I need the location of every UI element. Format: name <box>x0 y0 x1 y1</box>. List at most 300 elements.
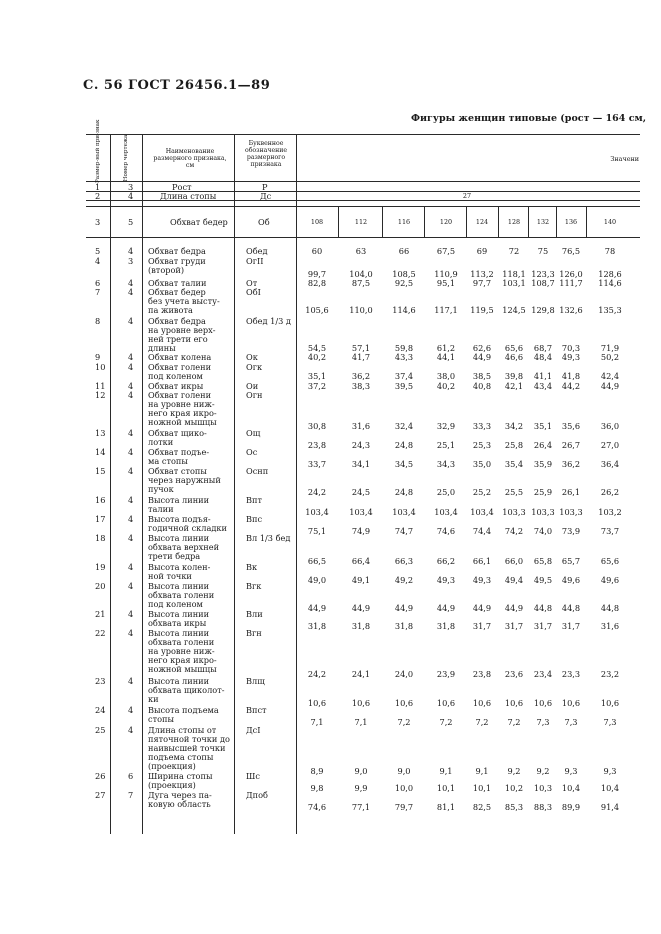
row-value: 69 <box>476 246 488 256</box>
row-value: 129,8 <box>531 305 555 315</box>
row-drawing: 4 <box>128 581 134 591</box>
row-symbol: Вк <box>246 562 258 572</box>
row-value: 49,6 <box>600 575 620 585</box>
row-symbol: Впст <box>246 705 267 715</box>
row-name: Ширина стопы (проекция) <box>148 771 213 790</box>
row-num: 26 <box>95 771 106 781</box>
row-value: 24,3 <box>351 440 371 450</box>
row1-drawing: 3 <box>128 182 134 192</box>
row-value: 10,6 <box>600 698 620 708</box>
row-name: Обхват колена <box>148 352 212 362</box>
row-drawing: 4 <box>128 609 134 619</box>
row-drawing: 4 <box>128 676 134 686</box>
row-value: 41,7 <box>351 352 371 362</box>
row-name: Высота линии обхвата голени под коленом <box>148 581 215 609</box>
row-value: 38,5 <box>472 371 492 381</box>
row-symbol: Огк <box>246 362 263 372</box>
row-value: 128,6 <box>598 269 622 279</box>
col-rule-v3 <box>424 206 425 238</box>
girth-value: 140 <box>603 218 617 226</box>
header-num: Размер-ный при-знак <box>95 119 101 183</box>
row-value: 44,9 <box>504 603 524 613</box>
row-value: 44,9 <box>600 381 620 391</box>
row-value: 37,4 <box>394 371 414 381</box>
row-drawing: 4 <box>128 705 134 715</box>
row-value: 35,1 <box>533 421 553 431</box>
row-value: 10,6 <box>472 698 492 708</box>
table-top-rule <box>86 134 640 135</box>
row-value: 23,2 <box>600 669 620 679</box>
row-value: 25,0 <box>436 487 456 497</box>
row-num: 5 <box>95 246 101 256</box>
row-name: Обхват голени под коленом <box>148 362 212 381</box>
row-name: Обхват подъе- ма стопы <box>148 447 210 466</box>
row-drawing: 4 <box>128 352 134 362</box>
row-name: Обхват стопы через наружный пучок <box>148 466 221 494</box>
row-value: 66,5 <box>307 556 327 566</box>
row-value: 7,1 <box>354 717 368 727</box>
row-value: 57,1 <box>351 343 371 353</box>
row-value: 41,8 <box>561 371 581 381</box>
row-drawing: 4 <box>128 725 134 735</box>
row-value: 66,3 <box>394 556 414 566</box>
row-value: 132,6 <box>559 305 583 315</box>
row-value: 49,0 <box>307 575 327 585</box>
row-value: 24,8 <box>394 487 414 497</box>
row-value: 31,6 <box>351 421 371 431</box>
row-name: Обхват талии <box>148 278 207 288</box>
row-value: 68,7 <box>533 343 553 353</box>
row1-num: 1 <box>95 182 101 192</box>
row-drawing: 7 <box>128 790 134 800</box>
header-name: Наименование размерного признака, см <box>153 148 227 169</box>
girth-value: 116 <box>397 218 411 226</box>
row-value: 10,4 <box>600 783 620 793</box>
row-value: 31,7 <box>504 621 524 631</box>
row-value: 76,5 <box>561 246 581 256</box>
row-name: Высота линии обхвата верхней трети бедра <box>148 533 220 561</box>
row-num: 21 <box>95 609 106 619</box>
col-rule-v8 <box>586 206 587 238</box>
row-value: 111,7 <box>559 278 583 288</box>
row-value: 114,6 <box>392 305 416 315</box>
row-symbol: Вл 1/3 бед <box>246 533 291 543</box>
row-num: 27 <box>95 790 106 800</box>
row-drawing: 4 <box>128 287 134 297</box>
row-value: 43,3 <box>394 352 414 362</box>
row-value: 26,7 <box>561 440 581 450</box>
row-num: 9 <box>95 352 101 362</box>
row-value: 34,2 <box>504 421 524 431</box>
row-drawing: 4 <box>128 447 134 457</box>
row-num: 7 <box>95 287 101 297</box>
row-value: 30,8 <box>307 421 327 431</box>
row-value: 38,3 <box>351 381 371 391</box>
row-symbol: Влщ <box>246 676 265 686</box>
row-drawing: 6 <box>128 771 134 781</box>
row-value: 110,0 <box>349 305 373 315</box>
row-value: 126,0 <box>559 269 583 279</box>
row-name: Обхват бедер без учета высту- па живота <box>148 287 220 315</box>
row-value: 82,8 <box>307 278 327 288</box>
row-value: 10,4 <box>561 783 581 793</box>
row-value: 40,2 <box>436 381 456 391</box>
row-value: 32,9 <box>436 421 456 431</box>
row-value: 49,5 <box>533 575 553 585</box>
row-num: 17 <box>95 514 106 524</box>
row-drawing: 4 <box>128 428 134 438</box>
row-drawing: 3 <box>128 256 134 266</box>
row-value: 49,3 <box>472 575 492 585</box>
row-num: 25 <box>95 725 106 735</box>
row-value: 25,3 <box>472 440 492 450</box>
row-value: 74,4 <box>472 526 492 536</box>
col-rule-2 <box>142 134 143 834</box>
row-value: 103,4 <box>392 507 416 517</box>
row-value: 44,8 <box>600 603 620 613</box>
row-drawing: 4 <box>128 390 134 400</box>
row-value: 32,4 <box>394 421 414 431</box>
header-drawing: Номер чертежа <box>123 134 129 182</box>
row-value: 24,8 <box>394 440 414 450</box>
row-symbol: Впт <box>246 495 263 505</box>
row-value: 108,5 <box>392 269 416 279</box>
row-symbol: Ос <box>246 447 258 457</box>
row-num: 22 <box>95 628 106 638</box>
row-value: 66 <box>398 246 410 256</box>
row-name: Дуга через па- ковую область <box>148 790 212 809</box>
row-symbol: Вли <box>246 609 263 619</box>
row-drawing: 4 <box>128 316 134 326</box>
row-num: 8 <box>95 316 101 326</box>
row-value: 60 <box>311 246 323 256</box>
row-symbol: Дпоб <box>246 790 268 800</box>
row-num: 14 <box>95 447 106 457</box>
col-rule-1 <box>110 134 111 834</box>
row-value: 7,2 <box>439 717 453 727</box>
row-value: 10,6 <box>504 698 524 708</box>
row-value: 41,1 <box>533 371 553 381</box>
row-value: 44,9 <box>307 603 327 613</box>
row-value: 74,6 <box>307 802 327 812</box>
row-value: 31,6 <box>600 621 620 631</box>
row-value: 108,7 <box>531 278 555 288</box>
page-header: С. 56 ГОСТ 26456.1—89 <box>83 78 271 93</box>
row-name: Высота линии талии <box>148 495 210 514</box>
row-value: 61,2 <box>436 343 456 353</box>
row-value: 66,0 <box>504 556 524 566</box>
row-name: Обхват икры <box>148 381 204 391</box>
row-value: 7,1 <box>310 717 324 727</box>
row-value: 50,2 <box>600 352 620 362</box>
row-name: Высота подъема стопы <box>148 705 219 724</box>
row-name: Обхват голени на уровне ниж- него края икро- ножной мышцы <box>148 390 217 427</box>
table-title: Фигуры женщин типовые (рост — 164 см, <box>411 113 647 124</box>
row-value: 65,8 <box>533 556 553 566</box>
row-num: 6 <box>95 278 101 288</box>
row-value: 9,2 <box>507 766 521 776</box>
row-symbol: ОгII <box>246 256 264 266</box>
row-value: 62,6 <box>472 343 492 353</box>
row-value: 9,3 <box>564 766 578 776</box>
row-value: 31,8 <box>351 621 371 631</box>
row-name: Высота линии обхвата щиколот- ки <box>148 676 225 704</box>
row-num: 24 <box>95 705 106 715</box>
row-name: Высота колен- ной точки <box>148 562 211 581</box>
row-value: 71,9 <box>600 343 620 353</box>
row-num: 23 <box>95 676 106 686</box>
row-name: Обхват груди (второй) <box>148 256 206 275</box>
row-drawing: 4 <box>128 628 134 638</box>
row-symbol: ОбI <box>246 287 261 297</box>
row-drawing: 4 <box>128 466 134 476</box>
row-symbol: Ощ <box>246 428 261 438</box>
row-value: 35,9 <box>533 459 553 469</box>
row-value: 33,3 <box>472 421 492 431</box>
row-value: 7,2 <box>475 717 489 727</box>
row2-num: 2 <box>95 191 101 201</box>
row-value: 75 <box>537 246 549 256</box>
girth-value: 112 <box>354 218 368 226</box>
row-value: 114,6 <box>598 278 622 288</box>
row-drawing: 4 <box>128 533 134 543</box>
row-value: 36,2 <box>561 459 581 469</box>
row-value: 31,8 <box>394 621 414 631</box>
row-value: 103,3 <box>531 507 555 517</box>
row-value: 10,6 <box>533 698 553 708</box>
row-value: 124,5 <box>502 305 526 315</box>
row-value: 44,9 <box>394 603 414 613</box>
row-value: 103,2 <box>598 507 622 517</box>
row-name: Длина стопы от пяточной точки до наивысшей точки подъема стопы (проекция) <box>148 725 230 771</box>
row-value: 49,3 <box>561 352 581 362</box>
row-num: 11 <box>95 381 106 391</box>
row-value: 74,2 <box>504 526 524 536</box>
row-value: 10,6 <box>394 698 414 708</box>
row-value: 54,5 <box>307 343 327 353</box>
row-value: 40,8 <box>472 381 492 391</box>
row-value: 9,9 <box>354 783 368 793</box>
row-value: 43,4 <box>533 381 553 391</box>
col-rule-4 <box>296 134 297 834</box>
row-drawing: 4 <box>128 246 134 256</box>
row-value: 103,4 <box>434 507 458 517</box>
row-symbol: Ои <box>246 381 259 391</box>
row-value: 9,8 <box>310 783 324 793</box>
row-value: 24,1 <box>351 669 371 679</box>
row-value: 63 <box>355 246 367 256</box>
row-value: 97,7 <box>472 278 492 288</box>
row-symbol: Огн <box>246 390 263 400</box>
row-value: 65,7 <box>561 556 581 566</box>
row-value: 103,3 <box>502 507 526 517</box>
row-value: 44,9 <box>472 352 492 362</box>
row-value: 23,9 <box>436 669 456 679</box>
row-value: 31,8 <box>436 621 456 631</box>
row-value: 39,8 <box>504 371 524 381</box>
row-num: 16 <box>95 495 106 505</box>
row-value: 92,5 <box>394 278 414 288</box>
row3-name: Обхват бедер <box>170 217 228 227</box>
girth-value: 120 <box>439 218 453 226</box>
row-value: 59,8 <box>394 343 414 353</box>
row-value: 77,1 <box>351 802 371 812</box>
row-value: 88,3 <box>533 802 553 812</box>
row-value: 91,4 <box>600 802 620 812</box>
row-value: 67,5 <box>436 246 456 256</box>
row-value: 49,1 <box>351 575 371 585</box>
row-value: 42,1 <box>504 381 524 391</box>
row-value: 34,3 <box>436 459 456 469</box>
row-value: 89,9 <box>561 802 581 812</box>
row-value: 7,2 <box>507 717 521 727</box>
row-value: 33,7 <box>307 459 327 469</box>
row-value: 31,7 <box>472 621 492 631</box>
row-value: 123,3 <box>531 269 555 279</box>
row-value: 66,2 <box>436 556 456 566</box>
row-value: 7,3 <box>536 717 550 727</box>
row-drawing: 4 <box>128 562 134 572</box>
row-symbol: Впс <box>246 514 263 524</box>
row-name: Высота линии обхвата голени на уровне ниж- него края икро- ножной мышцы <box>148 628 217 674</box>
row-value: 44,2 <box>561 381 581 391</box>
row-symbol: Шс <box>246 771 260 781</box>
row-value: 49,3 <box>436 575 456 585</box>
row-value: 23,3 <box>561 669 581 679</box>
row-value: 74,6 <box>436 526 456 536</box>
row-num: 13 <box>95 428 106 438</box>
girth-value: 108 <box>310 218 324 226</box>
row-drawing: 4 <box>128 381 134 391</box>
row-value: 35,1 <box>307 371 327 381</box>
row-value: 44,1 <box>436 352 456 362</box>
row-symbol: ДсI <box>246 725 261 735</box>
row-value: 26,1 <box>561 487 581 497</box>
row-value: 44,9 <box>472 603 492 613</box>
row-symbol: Обед 1/3 д <box>246 316 291 326</box>
row-value: 65,6 <box>600 556 620 566</box>
row-value: 74,7 <box>394 526 414 536</box>
row-value: 103,4 <box>349 507 373 517</box>
row-value: 38,0 <box>436 371 456 381</box>
row-symbol: Вгк <box>246 581 262 591</box>
row-value: 9,3 <box>603 766 617 776</box>
row-value: 37,2 <box>307 381 327 391</box>
row-value: 117,1 <box>434 305 458 315</box>
row-value: 118,1 <box>502 269 526 279</box>
row-value: 10,1 <box>472 783 492 793</box>
row-value: 7,3 <box>564 717 578 727</box>
header-bottom-rule <box>86 181 640 182</box>
row1-name: Рост <box>172 182 192 192</box>
row-value: 46,6 <box>504 352 524 362</box>
row-value: 44,9 <box>436 603 456 613</box>
row-drawing: 4 <box>128 495 134 505</box>
row-value: 78 <box>604 246 616 256</box>
row-num: 12 <box>95 390 106 400</box>
row-value: 9,1 <box>439 766 453 776</box>
row-value: 7,3 <box>603 717 617 727</box>
row-value: 9,2 <box>536 766 550 776</box>
row1-symbol: Р <box>262 182 268 192</box>
row-value: 81,1 <box>436 802 456 812</box>
row-value: 104,0 <box>349 269 373 279</box>
row-value: 25,1 <box>436 440 456 450</box>
row-name: Высота подъя- годичной складки <box>148 514 227 533</box>
row-symbol: Вгн <box>246 628 262 638</box>
row-value: 44,8 <box>561 603 581 613</box>
row-value: 49,6 <box>561 575 581 585</box>
row3-drawing: 5 <box>128 217 134 227</box>
girth-value: 128 <box>507 218 521 226</box>
row-value: 24,0 <box>394 669 414 679</box>
row-num: 4 <box>95 256 101 266</box>
row2-value: 27 <box>462 192 472 200</box>
row-value: 27,0 <box>600 440 620 450</box>
row-value: 10,6 <box>561 698 581 708</box>
row-value: 24,5 <box>351 487 371 497</box>
row-value: 24,2 <box>307 669 327 679</box>
row-value: 75,1 <box>307 526 327 536</box>
row-value: 9,0 <box>397 766 411 776</box>
row-value: 66,4 <box>351 556 371 566</box>
row-value: 42,4 <box>600 371 620 381</box>
row-value: 10,3 <box>533 783 553 793</box>
row-value: 44,8 <box>533 603 553 613</box>
row-value: 110,9 <box>434 269 458 279</box>
row-value: 103,1 <box>502 278 526 288</box>
row-value: 35,6 <box>561 421 581 431</box>
row-value: 74,9 <box>351 526 371 536</box>
row-value: 105,6 <box>305 305 329 315</box>
row-value: 113,2 <box>470 269 494 279</box>
row-symbol: Обед <box>246 246 268 256</box>
row-value: 25,5 <box>504 487 524 497</box>
row-value: 49,4 <box>504 575 524 585</box>
row-value: 23,8 <box>307 440 327 450</box>
row-value: 40,2 <box>307 352 327 362</box>
row-symbol: Ок <box>246 352 258 362</box>
row-value: 103,4 <box>305 507 329 517</box>
row-num: 18 <box>95 533 106 543</box>
row-drawing: 4 <box>128 362 134 372</box>
row-num: 19 <box>95 562 106 572</box>
row-value: 82,5 <box>472 802 492 812</box>
row-num: 15 <box>95 466 106 476</box>
row-value: 35,0 <box>472 459 492 469</box>
row-name: Высота линии обхвата икры <box>148 609 210 628</box>
row-value: 34,5 <box>394 459 414 469</box>
row-drawing: 4 <box>128 514 134 524</box>
row-value: 48,4 <box>533 352 553 362</box>
row-value: 103,3 <box>559 507 583 517</box>
row-value: 31,7 <box>561 621 581 631</box>
row-symbol: От <box>246 278 258 288</box>
row-value: 119,5 <box>470 305 494 315</box>
row-value: 31,7 <box>533 621 553 631</box>
row-value: 23,8 <box>472 669 492 679</box>
row-name: Обхват бедра <box>148 246 206 256</box>
girth-value: 136 <box>564 218 578 226</box>
row-num: 20 <box>95 581 106 591</box>
row-value: 135,3 <box>598 305 622 315</box>
row-name: Обхват щико- лотки <box>148 428 207 447</box>
col-rule-v1 <box>338 206 339 238</box>
row-value: 65,6 <box>504 343 524 353</box>
row-value: 10,2 <box>504 783 524 793</box>
header-symbol: Буквенное обозначение размерного признака <box>244 140 288 168</box>
row-num: 10 <box>95 362 106 372</box>
